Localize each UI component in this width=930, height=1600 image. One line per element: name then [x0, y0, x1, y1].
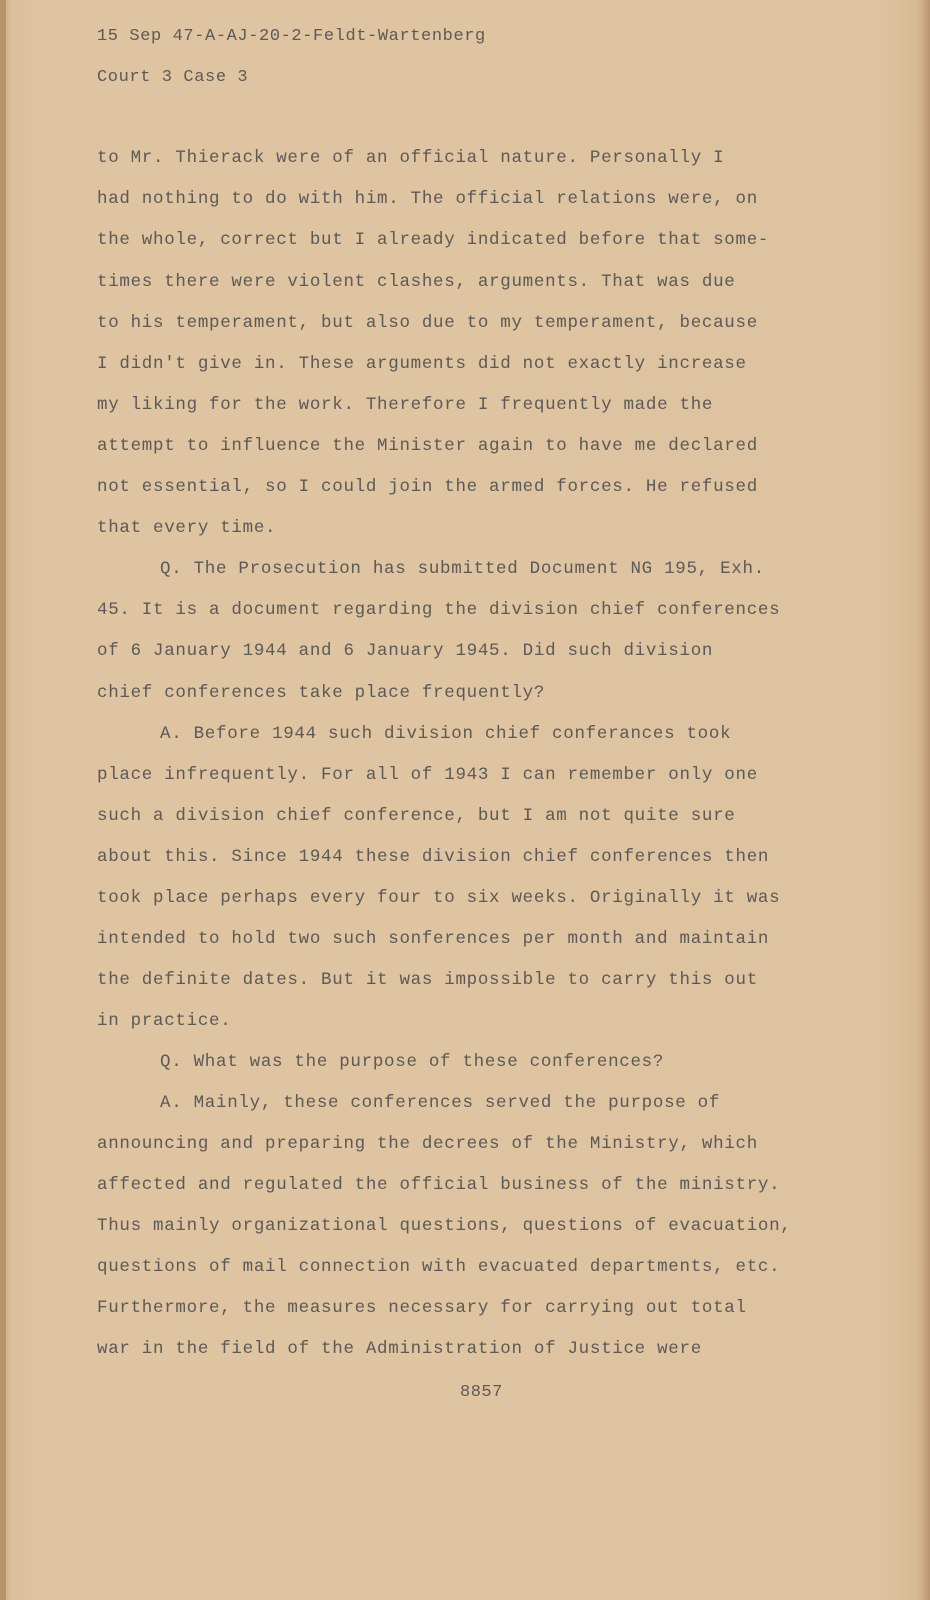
text-line: of 6 January 1944 and 6 January 1945. Did such division — [97, 641, 714, 661]
page-left-edge — [0, 0, 6, 1600]
text-line: such a division chief conference, but I am not quite sure — [97, 806, 736, 826]
text-line: to Mr. Thierack were of an official nature. Personally I — [97, 148, 725, 168]
answer-line: A. Mainly, these conferences served the purpose of — [160, 1093, 721, 1113]
text-line: in practice. — [97, 1011, 232, 1031]
text-line: war in the field of the Administration of Justice were — [97, 1339, 702, 1359]
text-line: 45. It is a document regarding the division chief conferences — [97, 600, 781, 620]
text-line: questions of mail connection with evacuated departments, etc. — [97, 1257, 781, 1277]
question-line: Q. What was the purpose of these conferences? — [160, 1052, 665, 1072]
text-line: affected and regulated the official business of the ministry. — [97, 1175, 781, 1195]
text-line: intended to hold two such sonferences per month and maintain — [97, 929, 770, 949]
page-right-edge — [922, 0, 930, 1600]
text-line: I didn't give in. These arguments did not exactly increase — [97, 354, 747, 374]
text-line: not essential, so I could join the armed forces. He refused — [97, 477, 758, 497]
page-number: 8857 — [460, 1383, 503, 1402]
text-line: to his temperament, but also due to my temperament, because — [97, 313, 758, 333]
text-line: attempt to influence the Minister again to have me declared — [97, 436, 758, 456]
text-line: announcing and preparing the decrees of the Ministry, which — [97, 1134, 758, 1154]
text-line: Furthermore, the measures necessary for carrying out total — [97, 1298, 747, 1318]
text-line: my liking for the work. Therefore I frequently made the — [97, 395, 714, 415]
question-line: Q. The Prosecution has submitted Document NG 195, Exh. — [160, 559, 765, 579]
text-line: place infrequently. For all of 1943 I can remember only one — [97, 765, 758, 785]
text-line: the definite dates. But it was impossible to carry this out — [97, 970, 758, 990]
text-line: the whole, correct but I already indicated before that some- — [97, 230, 770, 250]
text-line: that every time. — [97, 518, 277, 538]
text-line: chief conferences take place frequently? — [97, 683, 546, 703]
document-reference-line: 15 Sep 47-A-AJ-20-2-Feldt-Wartenberg — [97, 27, 486, 46]
court-case-line: Court 3 Case 3 — [97, 68, 249, 87]
text-line: times there were violent clashes, arguments. That was due — [97, 272, 736, 292]
answer-line: A. Before 1944 such division chief conferances took — [160, 724, 732, 744]
text-line: Thus mainly organizational questions, questions of evacuation, — [97, 1216, 792, 1236]
text-line: about this. Since 1944 these division chief conferences then — [97, 847, 770, 867]
text-line: had nothing to do with him. The official relations were, on — [97, 189, 758, 209]
text-line: took place perhaps every four to six weeks. Originally it was — [97, 888, 781, 908]
